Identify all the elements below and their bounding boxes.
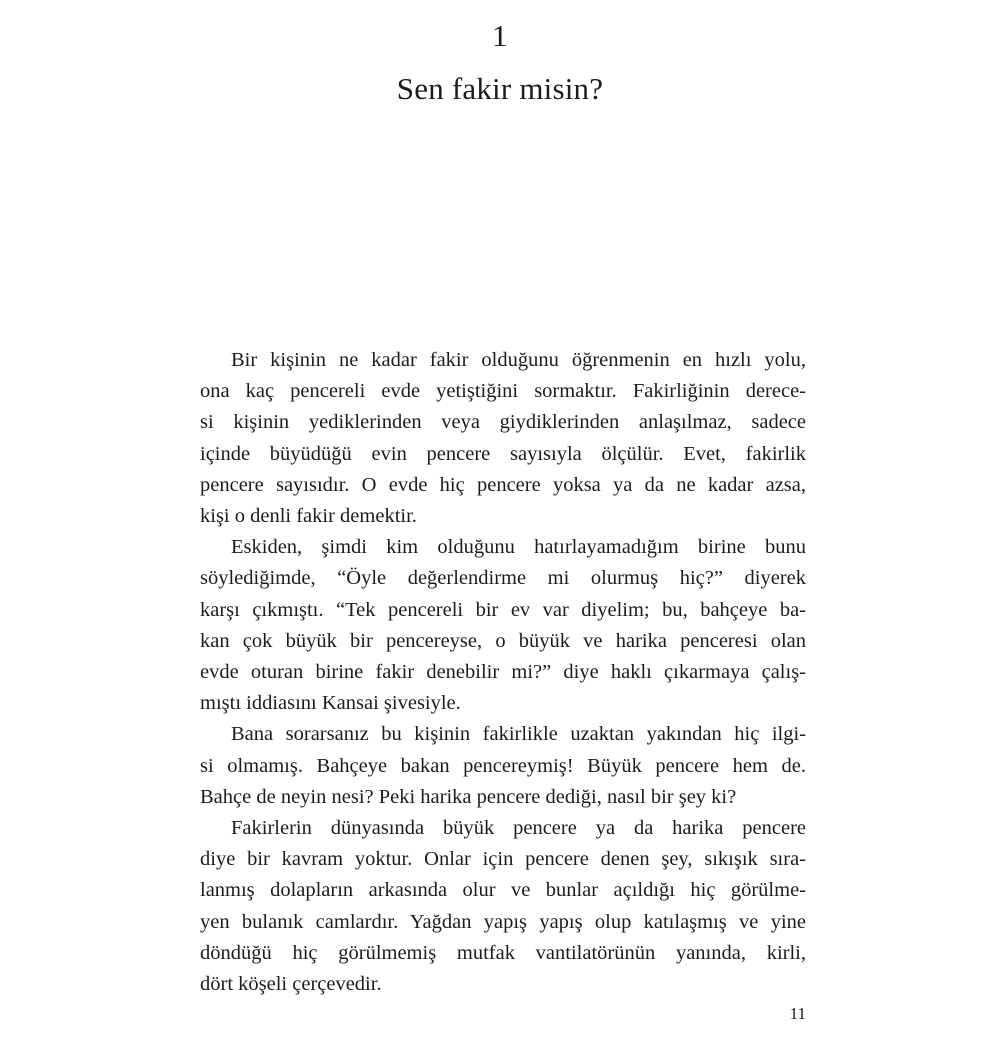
chapter-number: 1: [492, 18, 508, 53]
line-text: Bir kişinin ne kadar fakir olduğunu öğrenmenin en hızlı yolu,: [231, 349, 806, 371]
line-text: Eskiden, şimdi kim olduğunu hatırlayamadığım birine bunu: [231, 536, 806, 559]
text-line: mıştı iddiasını Kansai şivesiyle.: [200, 692, 461, 715]
page-number: 11: [789, 1004, 806, 1023]
line-text: Bana sorarsanız bu kişinin fakirlikle uzaktan yakından hiç ilgi-: [231, 723, 806, 746]
text-line: diye bir kavram yoktur. Onlar için pencere denen şey, sıkışık sıra-: [200, 848, 806, 871]
paragraph: [200, 813, 806, 1000]
text-line: içinde büyüdüğü evin pencere sayısıyla ölçülür. Evet, fakirlik: [200, 442, 806, 465]
text-line: Bahçe de neyin nesi? Peki harika pencere dediği, nasıl bir şey ki?: [200, 785, 737, 808]
body-text-column: [200, 345, 806, 1000]
text-line: si kişinin yediklerinden veya giydiklerinden anlaşılmaz, sadece: [200, 411, 806, 434]
text-line: [200, 719, 806, 750]
text-line: yen bulanık camlardır. Yağdan yapış yapış olup katılaşmış ve yine: [200, 910, 806, 933]
text-line: karşı çıkmıştı. “Tek pencereli bir ev var diyelim; bu, bahçeye ba-: [200, 598, 806, 621]
paragraph: [200, 532, 806, 719]
text-line: pencere sayısıdır. O evde hiç pencere yoksa ya da ne kadar azsa,: [200, 473, 806, 496]
text-line: dört köşeli çerçevedir.: [200, 973, 382, 996]
text-line: evde oturan birine fakir denebilir mi?” diye haklı çıkarmaya çalış-: [200, 661, 806, 684]
text-line: [200, 345, 806, 376]
text-line: [200, 532, 806, 563]
chapter-header: [0, 16, 1000, 109]
text-line: söylediğimde, “Öyle değerlendirme mi olurmuş hiç?” diyerek: [200, 567, 806, 590]
chapter-title: Sen fakir misin?: [396, 71, 604, 106]
text-line: si olmamış. Bahçeye bakan pencereymiş! Büyük pencere hem de.: [200, 754, 806, 777]
text-line: [200, 813, 806, 844]
line-text: Fakirlerin dünyasında büyük pencere ya da harika pencere: [231, 817, 806, 840]
paragraph: [200, 345, 806, 532]
text-line: kan çok büyük bir pencereyse, o büyük ve harika penceresi olan: [200, 629, 806, 652]
text-line: ona kaç pencereli evde yetiştiğini sormaktır. Fakirliğinin derece-: [200, 380, 806, 403]
text-line: kişi o denli fakir demektir.: [200, 505, 417, 528]
paragraph: [200, 719, 806, 813]
text-line: lanmış dolapların arkasında olur ve bunlar açıldığı hiç görülme-: [200, 879, 806, 902]
text-line: döndüğü hiç görülmemiş mutfak vantilatörünün yanında, kirli,: [200, 941, 806, 964]
